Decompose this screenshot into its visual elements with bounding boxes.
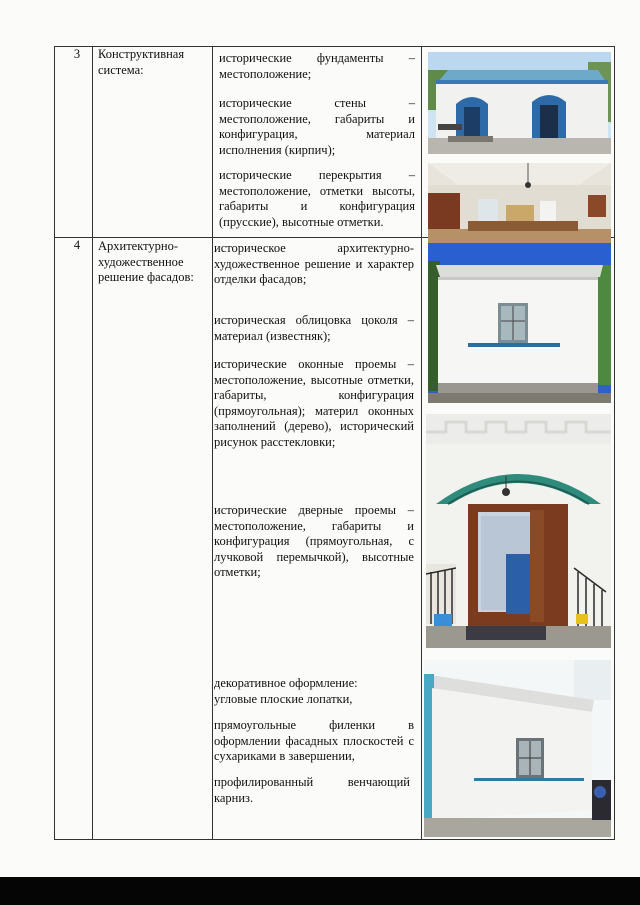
photo-entrance-door-canopy bbox=[426, 414, 611, 648]
protected-item: исторические оконные проемы – местоположение, высотные отметки, габариты, конфигурация (прямоугольная); материл оконных заполнений (дерево), исторический рисунок расстекловки; bbox=[214, 357, 414, 449]
table-col-divider-3 bbox=[421, 46, 422, 839]
row-number: 4 bbox=[73, 238, 81, 252]
protected-item: профилированный венчающий карниз. bbox=[214, 775, 410, 805]
protected-item: прямоугольные филенки в оформлении фасадных плоскостей с сухариками в завершении, bbox=[214, 718, 414, 763]
table-border-left bbox=[54, 46, 55, 839]
protected-item: исторические дверные проемы – местоположение, габариты и конфигурация (прямоугольная, с лучковой перемычкой), высотные отметки; bbox=[214, 503, 414, 579]
photo-interior-hall bbox=[428, 163, 611, 243]
table-border-bottom bbox=[54, 839, 615, 840]
scan-bottom-edge bbox=[0, 877, 640, 905]
table-col-divider-2 bbox=[212, 46, 213, 839]
row-number: 3 bbox=[73, 47, 81, 61]
protected-item: исторические стены – местоположение, габариты и конфигурация, материал исполнения (кирпич); bbox=[219, 96, 415, 157]
protected-item: историческая облицовка цоколя – материал (известняк); bbox=[214, 313, 414, 343]
row-title: Архитектурно-художественное решение фасадов: bbox=[98, 239, 194, 284]
photo-building-exterior-front bbox=[428, 52, 611, 154]
protected-item: историческое архитектурно-художественное решение и характер отделки фасадов; bbox=[214, 241, 414, 286]
table-col-divider-1 bbox=[92, 46, 93, 839]
row-title: Конструктивная система: bbox=[98, 47, 185, 77]
protected-item: исторические перекрытия – местоположение, отметки высоты, габариты и конфигурация (прусские), высотные отметки. bbox=[219, 168, 415, 229]
photo-facade-corner-window bbox=[424, 660, 611, 837]
table-border-right bbox=[614, 46, 615, 839]
protected-item: исторические фундаменты – местоположение; bbox=[219, 51, 415, 81]
protected-item: декоративное оформление: угловые плоские лопатки, bbox=[214, 676, 358, 706]
photo-facade-window bbox=[428, 243, 611, 403]
